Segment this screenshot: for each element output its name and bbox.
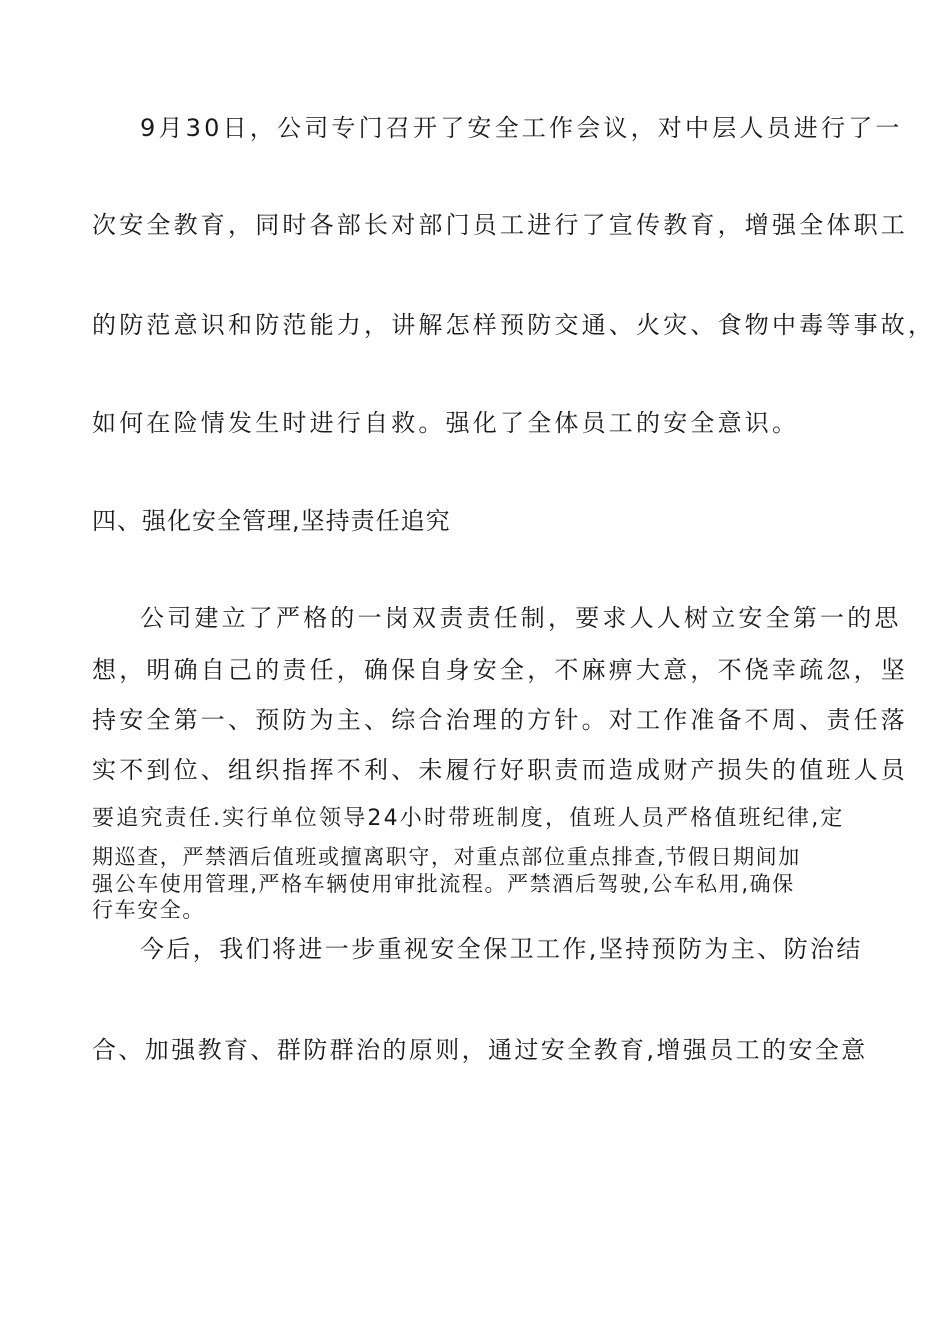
paragraph-line: 行车安全。 [92, 898, 205, 922]
paragraph-line: 持安全第一、预防为主、综合治理的方针。对工作准备不周、责任落 [92, 706, 908, 734]
paragraph-line: 强公车使用管理,严格车辆使用审批流程。严禁酒后驾驶,公车私用,确保 [92, 872, 795, 896]
paragraph-line: 9月30日，公司专门召开了安全工作会议，对中层人员进行了一 [140, 114, 903, 142]
paragraph-line: 合、加强教育、群防群治的原则，通过安全教育,增强员工的安全意 [92, 1036, 868, 1064]
paragraph-line: 如何在险情发生时进行自救。强化了全体员工的安全意识。 [92, 409, 800, 437]
paragraph-line: 次安全教育，同时各部长对部门员工进行了宣传教育，增强全体职工 [92, 211, 908, 239]
paragraph-line: 想，明确自己的责任，确保自身安全，不麻痹大意，不侥幸疏忽，坚 [92, 656, 908, 684]
paragraph-line: 要追究责任.实行单位领导24小时带班制度，值班人员严格值班纪律,定 [92, 806, 845, 831]
paragraph-line: 公司建立了严格的一岗双责责任制，要求人人树立安全第一的思 [140, 604, 902, 632]
section-heading: 四、强化安全管理,坚持责任追究 [92, 507, 451, 535]
paragraph-line: 的防范意识和防范能力，讲解怎样预防交通、火灾、食物中毒等事故， [92, 311, 936, 339]
paragraph-line: 今后，我们将进一步重视安全保卫工作,坚持预防为主、防治结 [140, 935, 863, 963]
paragraph-line: 实不到位、组织指挥不利、未履行好职责而造成财产损失的值班人员 [92, 756, 908, 784]
paragraph-line: 期巡查，严禁酒后值班或擅离职守，对重点部位重点排查,节假日期间加 [92, 845, 801, 869]
